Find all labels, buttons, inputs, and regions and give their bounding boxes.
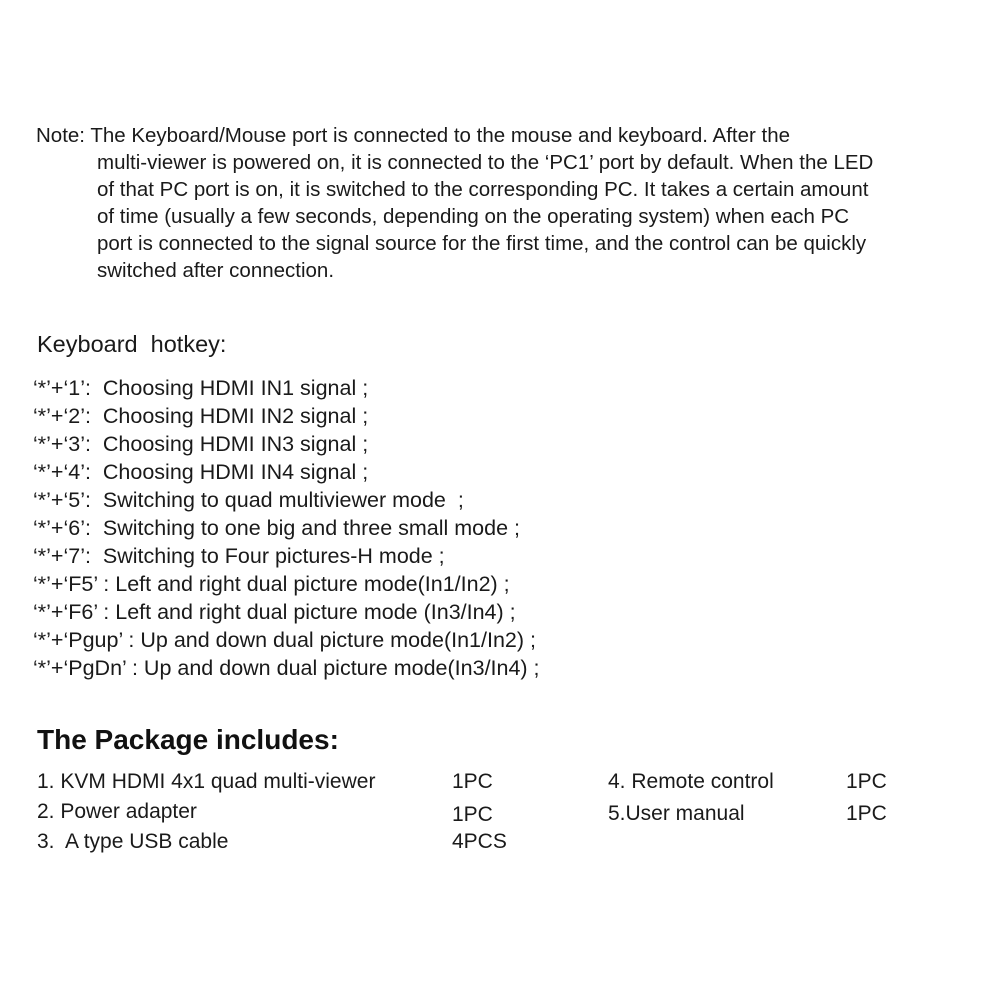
hotkey-item: ‘*’+‘F5’ : Left and right dual picture mode(In1/In2) ; [33, 572, 510, 596]
hotkey-heading: Keyboard hotkey: [37, 331, 227, 357]
hotkey-item: ‘*’+‘3’: Choosing HDMI IN3 signal ; [33, 432, 369, 456]
hotkey-item: ‘*’+‘2’: Choosing HDMI IN2 signal ; [33, 404, 369, 428]
hotkey-item: ‘*’+‘4’: Choosing HDMI IN4 signal ; [33, 460, 369, 484]
package-item-qty: 4PCS [452, 830, 507, 853]
hotkey-item: ‘*’+‘7’: Switching to Four pictures-H mode ; [33, 544, 445, 568]
note-line: multi-viewer is powered on, it is connected to the ‘PC1’ port by default. When the LED [97, 151, 874, 174]
package-item-qty: 1PC [452, 770, 493, 793]
note-line: of that PC port is on, it is switched to the corresponding PC. It takes a certain amount [97, 178, 869, 201]
package-item-qty: 1PC [846, 770, 887, 793]
package-item-name: 3. A type USB cable [37, 830, 229, 853]
note-line: Note: The Keyboard/Mouse port is connected to the mouse and keyboard. After the [36, 124, 791, 147]
package-item-qty: 1PC [452, 803, 493, 826]
package-item-qty: 1PC [846, 802, 887, 825]
package-item-name: 4. Remote control [608, 770, 774, 793]
package-title: The Package includes: [37, 724, 339, 755]
hotkey-item: ‘*’+‘6’: Switching to one big and three small mode ; [33, 516, 521, 540]
hotkey-item: ‘*’+‘PgDn’ : Up and down dual picture mode(In3/In4) ; [33, 656, 540, 680]
hotkey-item: ‘*’+‘Pgup’ : Up and down dual picture mode(In1/In2) ; [33, 628, 536, 652]
note-paragraph [36, 122, 966, 284]
note-line: switched after connection. [97, 259, 335, 282]
note-line: port is connected to the signal source for the first time, and the control can be quickly [97, 232, 867, 255]
package-item-name: 1. KVM HDMI 4x1 quad multi-viewer [37, 770, 376, 793]
hotkey-item: ‘*’+‘5’: Switching to quad multiviewer mode ; [33, 488, 464, 512]
hotkey-item: ‘*’+‘F6’ : Left and right dual picture mode (In3/In4) ; [33, 600, 516, 624]
note-line: of time (usually a few seconds, depending on the operating system) when each PC [97, 205, 850, 228]
package-item-name: 2. Power adapter [37, 800, 197, 823]
package-item-name: 5.User manual [608, 802, 745, 825]
hotkey-list [33, 374, 540, 682]
hotkey-item: ‘*’+‘1’: Choosing HDMI IN1 signal ; [33, 376, 369, 400]
